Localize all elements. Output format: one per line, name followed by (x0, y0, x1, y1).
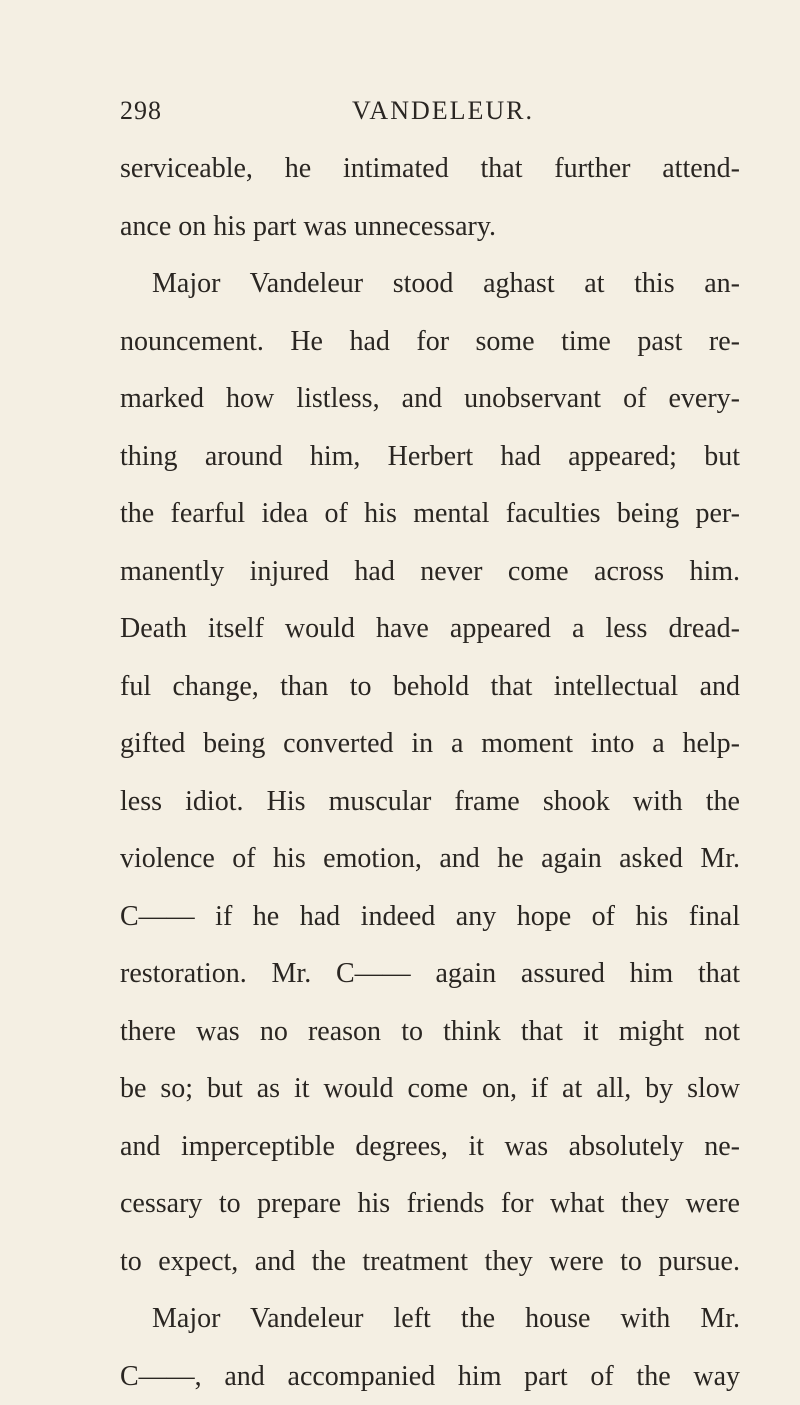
text-line: thing around him, Herbert had appeared; but (120, 428, 740, 486)
text-line: and imperceptible degrees, it was absolutely ne- (120, 1118, 740, 1176)
text-line: ance on his part was unnecessary. (120, 198, 740, 256)
text-line: Death itself would have appeared a less dread- (120, 600, 740, 658)
page-header (120, 96, 740, 136)
body-text (120, 140, 740, 1405)
text-line: to expect, and the treatment they were to pursue. (120, 1233, 740, 1291)
page-number: 298 (120, 96, 162, 126)
text-line: C—— if he had indeed any hope of his final (120, 888, 740, 946)
text-line: gifted being converted in a moment into a help- (120, 715, 740, 773)
text-line: serviceable, he intimated that further attend- (120, 140, 740, 198)
text-line: Major Vandeleur stood aghast at this an- (120, 255, 740, 313)
text-line: be so; but as it would come on, if at all, by slow (120, 1060, 740, 1118)
text-line: manently injured had never come across him. (120, 543, 740, 601)
text-line: there was no reason to think that it might not (120, 1003, 740, 1061)
text-line: ful change, than to behold that intellectual and (120, 658, 740, 716)
text-line: marked how listless, and unobservant of every- (120, 370, 740, 428)
text-line: the fearful idea of his mental faculties being per- (120, 485, 740, 543)
text-line: nouncement. He had for some time past re- (120, 313, 740, 371)
text-line: C——, and accompanied him part of the way (120, 1348, 740, 1405)
text-line: Major Vandeleur left the house with Mr. (120, 1290, 740, 1348)
text-line: restoration. Mr. C—— again assured him that (120, 945, 740, 1003)
running-title: VANDELEUR. (352, 96, 534, 126)
text-line: violence of his emotion, and he again asked Mr. (120, 830, 740, 888)
text-line: less idiot. His muscular frame shook with the (120, 773, 740, 831)
text-line: cessary to prepare his friends for what they were (120, 1175, 740, 1233)
